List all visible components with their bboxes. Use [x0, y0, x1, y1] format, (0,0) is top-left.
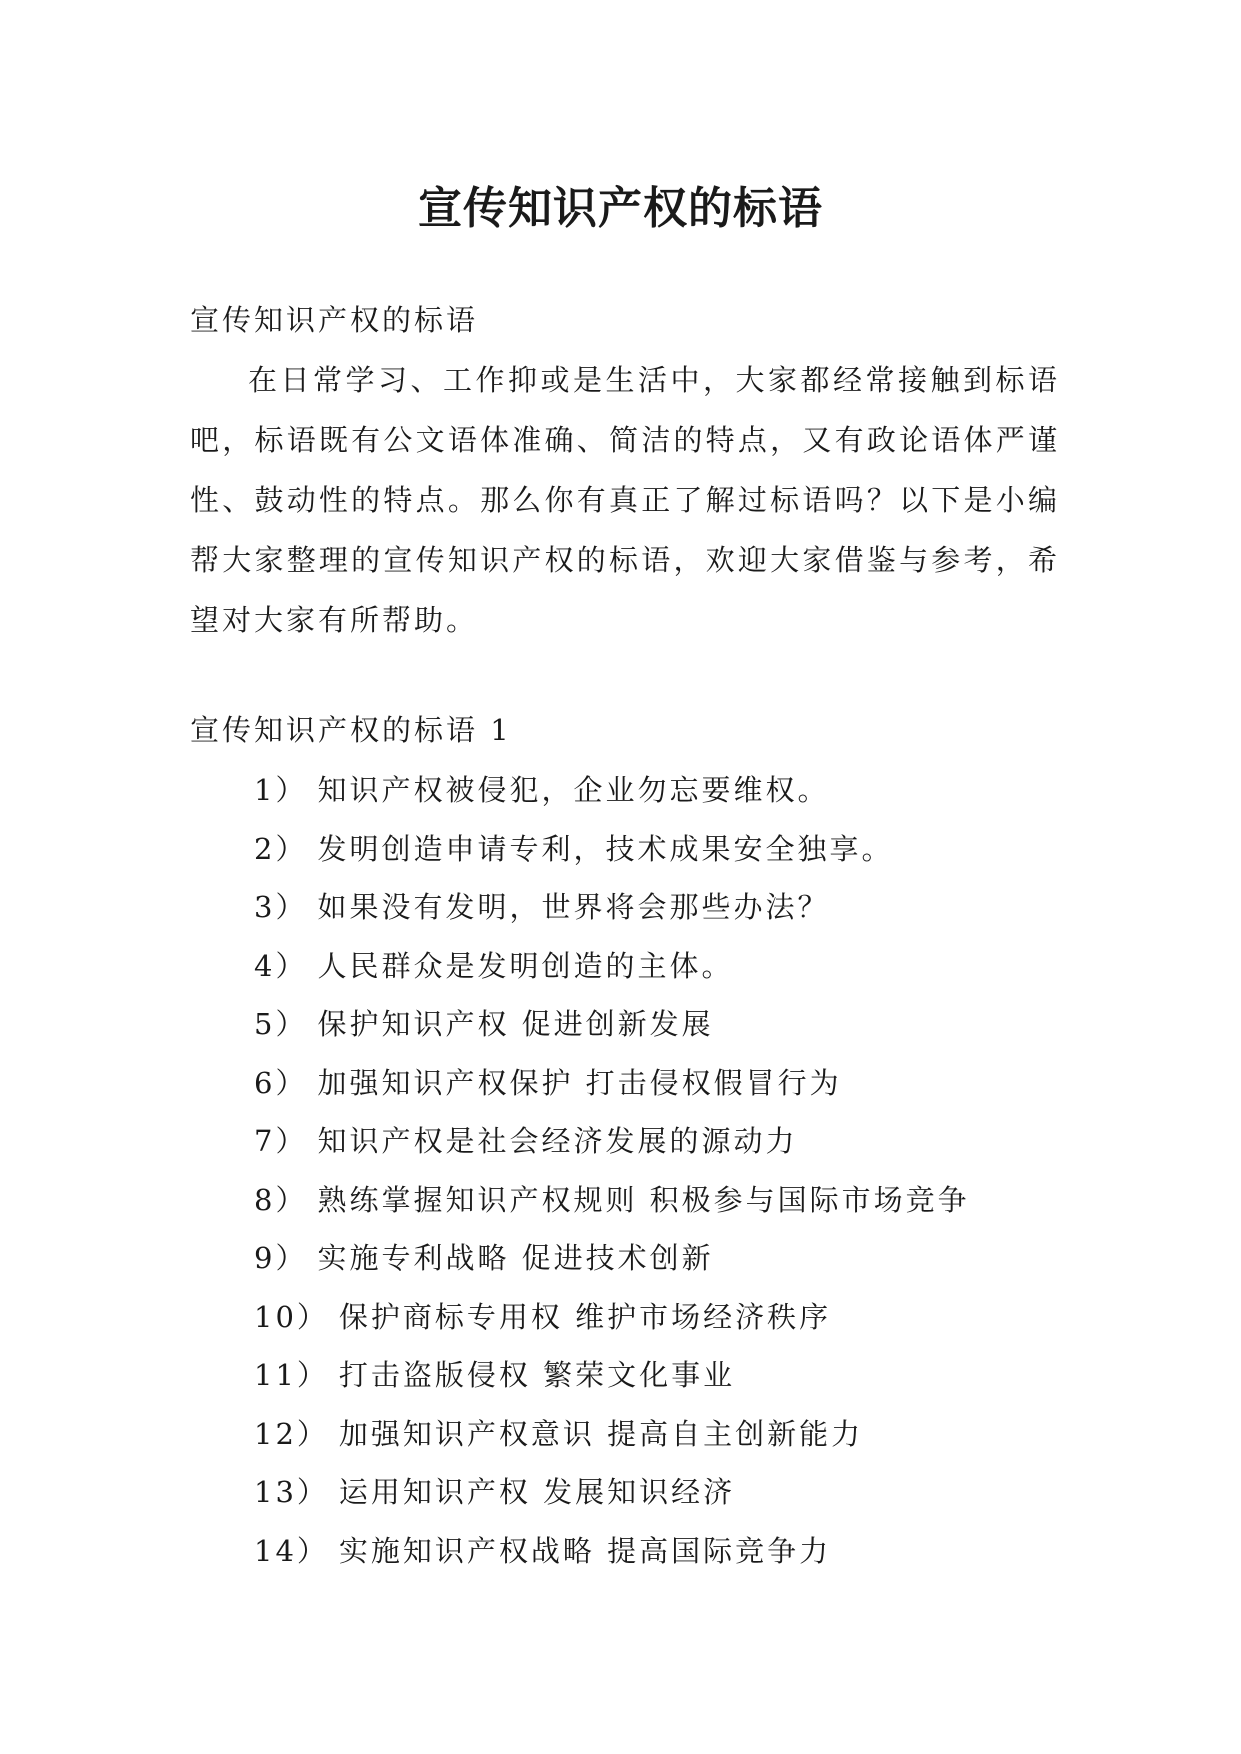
slogan-item: [190, 936, 1060, 995]
slogan-number: 2）: [254, 831, 308, 866]
slogan-number: 11）: [254, 1358, 329, 1392]
slogan-item: [190, 994, 1060, 1053]
slogan-number: 8）: [254, 1182, 308, 1217]
slogan-text: 加强知识产权意识 提高自主创新能力: [338, 1416, 864, 1451]
slogan-text: 保护商标专用权 维护市场经济秩序: [338, 1299, 832, 1334]
page-title: 宣传知识产权的标语: [418, 183, 823, 235]
slogan-number: 12）: [254, 1416, 329, 1451]
slogan-number: 3）: [254, 890, 308, 924]
slogan-text: 保护知识产权 促进创新发展: [317, 1007, 714, 1041]
slogan-number: 14）: [254, 1533, 329, 1568]
slogan-item: [190, 1287, 1060, 1346]
slogan-item: [190, 1345, 1060, 1404]
slogan-number: 10）: [254, 1299, 329, 1334]
slogan-number: 7）: [254, 1124, 308, 1158]
slogan-text: 如果没有发明，世界将会那些办法？: [317, 890, 830, 924]
slogan-text: 打击盗版侵权 繁荣文化事业: [338, 1358, 736, 1392]
slogan-text: 知识产权是社会经济发展的源动力: [317, 1124, 798, 1158]
slogan-text: 加强知识产权保护 打击侵权假冒行为: [317, 1065, 842, 1100]
slogan-item: [190, 1053, 1060, 1112]
slogan-number: 9）: [254, 1241, 308, 1275]
slogan-number: 4）: [254, 948, 308, 983]
slogan-number: 5）: [254, 1007, 308, 1041]
slogan-list: [190, 760, 1060, 1579]
slogan-number: 1）: [254, 773, 308, 807]
slogan-text: 运用知识产权 发展知识经济: [338, 1475, 736, 1509]
slogan-item: [190, 1228, 1060, 1287]
document-subheading: 宣传知识产权的标语: [190, 303, 479, 337]
slogan-text: 实施专利战略 促进技术创新: [317, 1241, 714, 1275]
slogan-item: [190, 819, 1060, 878]
section-heading: 宣传知识产权的标语 1: [190, 713, 512, 747]
document-body: [190, 290, 1060, 1579]
slogan-number: 6）: [254, 1065, 308, 1100]
slogan-item: [190, 1521, 1060, 1580]
slogan-text: 人民群众是发明创造的主体。: [317, 948, 734, 983]
slogan-text: 知识产权被侵犯，企业勿忘要维权。: [317, 773, 830, 807]
slogan-item: [190, 1170, 1060, 1229]
slogan-item: [190, 1111, 1060, 1170]
slogan-item: [190, 760, 1060, 819]
slogan-text: 发明创造申请专利，技术成果安全独享。: [317, 831, 894, 866]
slogan-item: [190, 1462, 1060, 1521]
slogan-item: [190, 877, 1060, 936]
slogan-number: 13）: [254, 1475, 329, 1509]
slogan-text: 实施知识产权战略 提高国际竞争力: [338, 1533, 832, 1568]
intro-paragraph: 在日常学习、工作抑或是生活中，大家都经常接触到标语吧，标语既有公文语体准确、简洁的特点，又有政论语体严谨性、鼓动性的特点。那么你有真正了解过标语吗？以下是小编帮大家整理的宣传知识产权的标语，欢迎大家借鉴与参考，希望对大家有所帮助。: [190, 363, 1060, 637]
slogan-item: [190, 1404, 1060, 1463]
slogan-text: 熟练掌握知识产权规则 积极参与国际市场竞争: [317, 1182, 970, 1217]
